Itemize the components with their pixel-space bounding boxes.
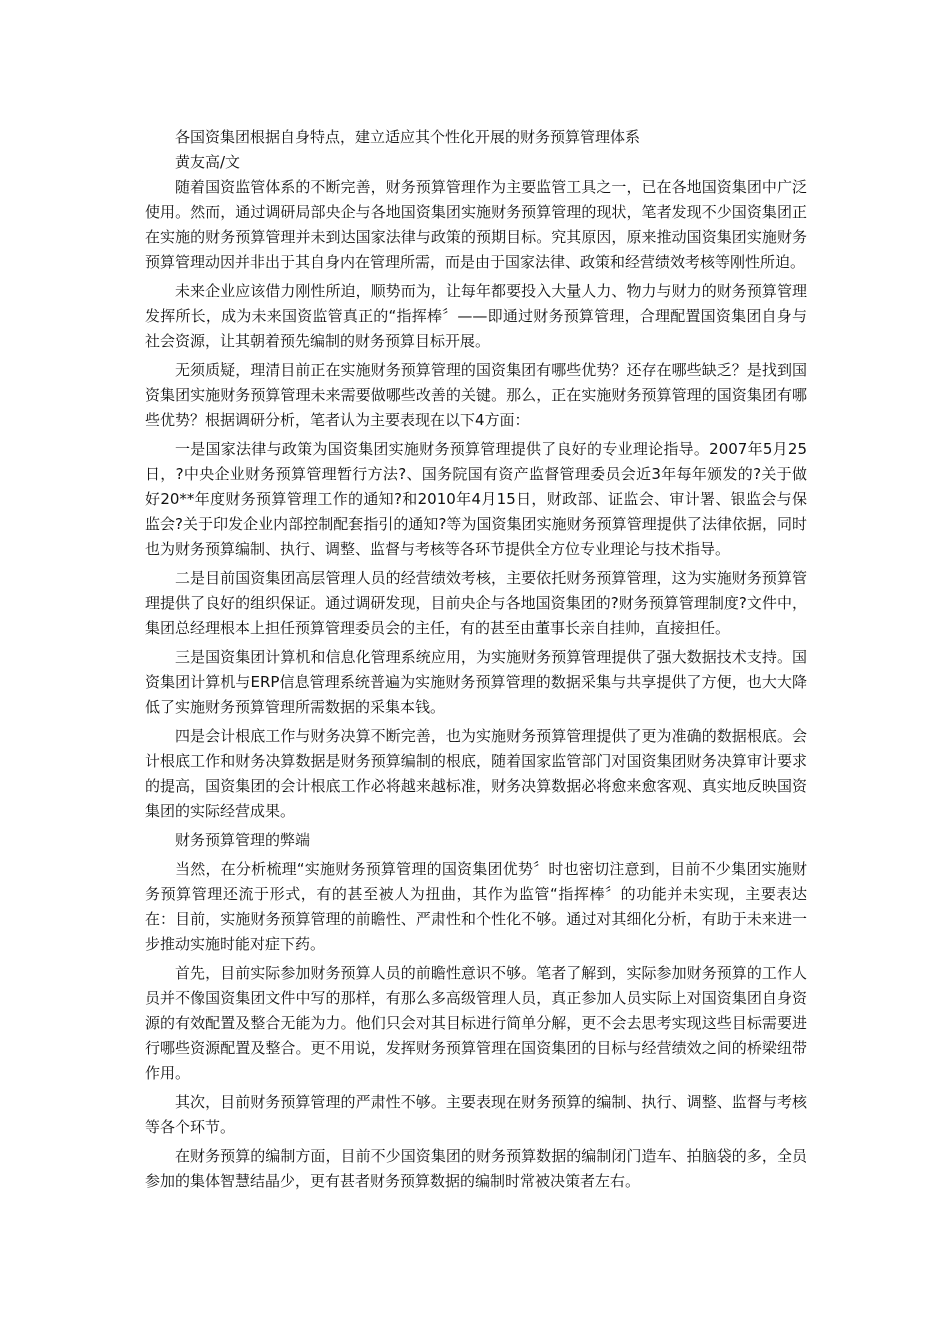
paragraph: 无须质疑，理清目前正在实施财务预算管理的国资集团有哪些优势？还存在哪些缺乏？是找到国资集团实施财务预算管理未来需要做哪些改善的关键。那么，正在实施财务预算管理的国资集团有哪些优势？根据调研分析，笔者认为主要表现在以下4方面： <box>145 361 807 429</box>
paragraph: 其次，目前财务预算管理的严肃性不够。主要表现在财务预算的编制、执行、调整、监督与考核等各个环节。 <box>145 1093 807 1136</box>
document-body <box>145 125 807 1198</box>
document-title: 各国资集团根据自身特点，建立适应其个性化开展的财务预算管理体系 <box>175 128 641 146</box>
paragraph: 首先，目前实际参加财务预算人员的前瞻性意识不够。笔者了解到，实际参加财务预算的工作人员并不像国资集团文件中写的那样，有那么多高级管理人员，真正参加人员实际上对国资集团自身资源的有效配置及整合无能为力。他们只会对其目标进行简单分解，更不会去思考实现这些目标需要进行哪些资源配置及整合。更不用说，发挥财务预算管理在国资集团的目标与经营绩效之间的桥梁纽带作用。 <box>145 964 807 1082</box>
paragraph: 在财务预算的编制方面，目前不少国资集团的财务预算数据的编制闭门造车、拍脑袋的多，全员参加的集体智慧结晶少，更有甚者财务预算数据的编制时常被决策者左右。 <box>145 1147 807 1190</box>
paragraph: 当然，在分析梳理“实施财务预算管理的国资集团优势〞时也密切注意到，目前不少集团实施财务预算管理还流于形式，有的甚至被人为扭曲，其作为监管“指挥棒〞的功能并未实现，主要表达在：目前，实施财务预算管理的前瞻性、严肃性和个性化不够。通过对其细化分析，有助于未来进一步推动实施时能对症下药。 <box>145 860 807 953</box>
paragraph: 一是国家法律与政策为国资集团实施财务预算管理提供了良好的专业理论指导。2007年5月25日，?中央企业财务预算管理暂行方法?、国务院国有资产监督管理委员会近3年每年颁发的?关于做好20**年度财务预算管理工作的通知?和2010年4月15日，财政部、证监会、审计署、银监会与保监会?关于印发企业内部控制配套指引的通知?等为国资集团实施财务预算管理提供了法律依据，同时也为财务预算编制、执行、调整、监督与考核等各环节提供全方位专业理论与技术指导。 <box>145 440 807 558</box>
paragraph: 三是国资集团计算机和信息化管理系统应用，为实施财务预算管理提供了强大数据技术支持。国资集团计算机与ERP信息管理系统普遍为实施财务预算管理的数据采集与共享提供了方便，也大大降低了实施财务预算管理所需数据的采集本钱。 <box>145 648 807 716</box>
paragraph: 随着国资监管体系的不断完善，财务预算管理作为主要监管工具之一，已在各地国资集团中广泛使用。然而，通过调研局部央企与各地国资集团实施财务预算管理的现状，笔者发现不少国资集团正在实施的财务预算管理并未到达国家法律与政策的预期目标。究其原因，原来推动国资集团实施财务预算管理动因并非出于其自身内在管理所需，而是由于国家法律、政策和经营绩效考核等刚性所迫。 <box>145 178 807 271</box>
paragraph: 未来企业应该借力刚性所迫，顺势而为，让每年都要投入大量人力、物力与财力的财务预算管理发挥所长，成为未来国资监管真正的“指挥棒〞——即通过财务预算管理，合理配置国资集团自身与社会资源，让其朝着预先编制的财务预算目标开展。 <box>145 282 807 350</box>
paragraph: 二是目前国资集团高层管理人员的经营绩效考核，主要依托财务预算管理，这为实施财务预算管理提供了良好的组织保证。通过调研发现，目前央企与各地国资集团的?财务预算管理制度?文件中，集团总经理根本上担任预算管理委员会的主任，有的甚至由董事长亲自挂帅，直接担任。 <box>145 569 807 637</box>
paragraph: 四是会计根底工作与财务决算不断完善，也为实施财务预算管理提供了更为准确的数据根底。会计根底工作和财务决算数据是财务预算编制的根底，随着国家监管部门对国资集团财务决算审计要求的提高，国资集团的会计根底工作必将越来越标准，财务决算数据必将愈来愈客观、真实地反映国资集团的实际经营成果。 <box>145 727 807 820</box>
document-author: 黄友高/文 <box>175 153 241 171</box>
section-heading: 财务预算管理的弊端 <box>175 831 311 849</box>
